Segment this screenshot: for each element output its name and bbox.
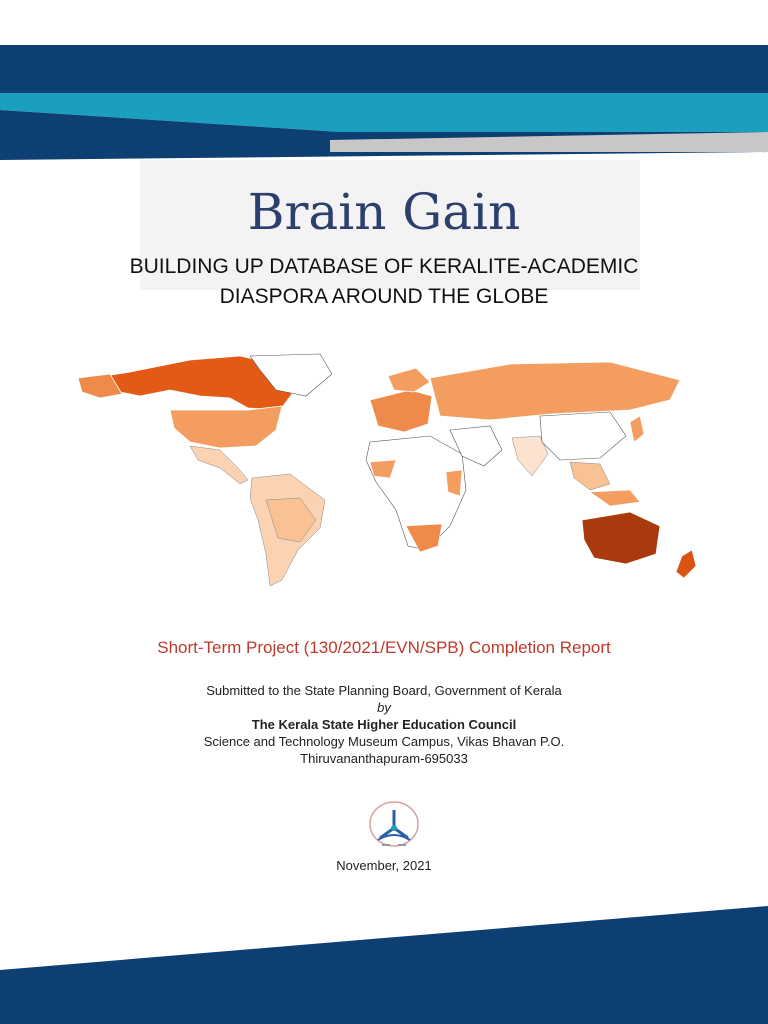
world-map-icon: [70, 350, 710, 590]
council-emblem-icon: [364, 800, 424, 852]
address-line-1: Science and Technology Museum Campus, Vikas Bhavan P.O.: [203, 734, 565, 749]
subtitle-line-2: DIASPORA AROUND THE GLOBE: [219, 285, 549, 308]
report-subtitle: [0, 252, 768, 312]
top-banner: [0, 0, 768, 170]
subtitle-line-1: BUILDING UP DATABASE OF KERALITE-ACADEMIC: [129, 255, 639, 278]
submitted-to: Submitted to the State Planning Board, Government of Kerala: [206, 683, 562, 698]
submission-block: [0, 682, 768, 767]
address-line-2: Thiruvananthapuram-695033: [300, 751, 468, 766]
report-title: Brain Gain: [247, 183, 521, 241]
by-text: by: [377, 700, 391, 715]
organization-name: The Kerala State Higher Education Council: [251, 717, 517, 732]
report-date: November, 2021: [336, 858, 432, 873]
project-title: Short-Term Project (130/2021/EVN/SPB) Completion Report: [157, 638, 611, 657]
bottom-banner: [0, 900, 768, 1024]
